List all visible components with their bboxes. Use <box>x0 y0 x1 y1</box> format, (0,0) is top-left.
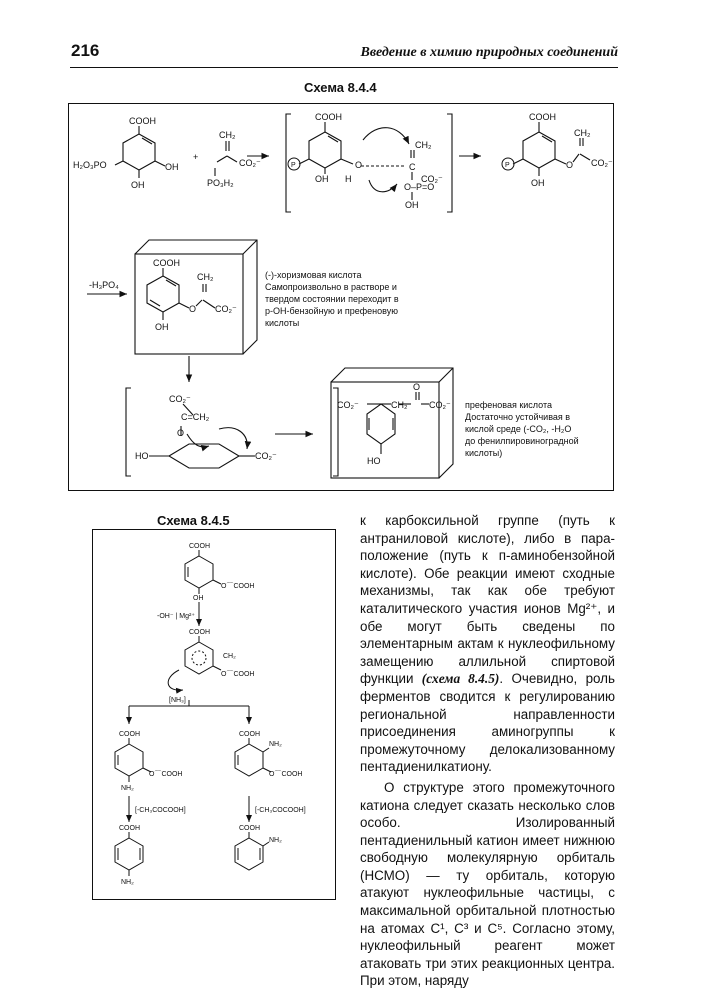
chorismic-acid-name: (-)-хоризмовая кислота <box>265 270 362 280</box>
label-co2-ts: CO₂⁻ <box>421 174 443 184</box>
s2-cooh-3: COOH <box>119 731 140 738</box>
label-oh-2: OH <box>131 180 145 190</box>
prephenic-note-2: кислой среде (-CO₂, -H₂O <box>465 424 572 434</box>
anthranilic-acid-structure <box>235 832 269 870</box>
label-h2o3po: H₂O₃PO <box>73 160 107 170</box>
scheme-8-4-4-drawing <box>69 104 615 492</box>
prephenic-acid-name: префеновая кислота <box>465 400 552 410</box>
label-ch2-prephen: CH₂ <box>391 400 408 410</box>
para-aminobenzoic-acid-structure <box>115 832 143 876</box>
paragraph-1 <box>360 512 615 776</box>
label-co2-claisen-2: CO₂⁻ <box>255 451 277 461</box>
label-po-ts: O–P=O <box>404 182 435 192</box>
s2-ch2: CH₂ <box>223 653 236 660</box>
page-number: 216 <box>71 41 100 60</box>
s2-nh2-4: NH₂ <box>269 837 282 844</box>
label-oh-1: OH <box>165 162 179 172</box>
s2-elim-right: [-CH₃COCOOH] <box>255 807 306 814</box>
phosphoenolpyruvate-structure <box>215 141 237 176</box>
scheme-8-4-5-figure <box>92 529 336 900</box>
label-cooh-1: COOH <box>129 116 156 126</box>
chorismic-note-3: р-ОН-бензойную и префеновую <box>265 306 398 316</box>
s2-nh2-3: NH₂ <box>121 879 134 886</box>
s2-o-cooh-2: O⌒COOH <box>221 671 255 678</box>
s2-nh3: [NH₃] <box>169 697 186 704</box>
label-o-claisen: O <box>177 428 185 438</box>
paragraph-1-end: . Очевидно, роль ферментов сводится к регулированию региональной направленности присоединения аминогруппы к промежуточному делокализованному пентадиенилкатиону. <box>360 671 615 775</box>
scheme-8-4-5-title: Схема 8.4.5 <box>157 513 230 528</box>
scheme-8-4-4-figure <box>68 103 614 491</box>
label-co2-1: CO₂⁻ <box>239 158 261 168</box>
label-ch2-epsp: CH₂ <box>574 128 591 138</box>
header-rule <box>70 67 618 68</box>
label-ch2-ts: CH₂ <box>415 140 432 150</box>
label-ch2-chor: CH₂ <box>197 272 214 282</box>
label-co2-prephen-2: CO₂⁻ <box>429 400 451 410</box>
para-amino-intermediate <box>115 738 151 782</box>
label-oh-epsp: OH <box>531 178 545 188</box>
label-cooh-chor: COOH <box>153 258 180 268</box>
s2-cooh-4: COOH <box>239 731 260 738</box>
s2-cooh-6: COOH <box>239 825 260 832</box>
label-p-2: P <box>505 162 510 169</box>
s2-elim-left: [-CH₃COCOOH] <box>135 807 186 814</box>
s2-o-cooh: O⌒COOH <box>221 583 255 590</box>
ortho-amino-intermediate <box>235 738 271 776</box>
label-oh-ts2: OH <box>405 200 419 210</box>
prephenic-note-3: до фенилпировиноградной <box>465 436 579 446</box>
paragraph-2: О структуре этого промежуточного катиона следует сказать несколько слов особо. Изолированный пентадиенильный катион имеет нижнюю свободную молекулярную орбиталь (НСМО) — ту орбиталь, которую атакуют нуклеофильные частицы, с максимальной орбитальной плотностью на атомах С¹, С³ и С⁵. Согласно этому, нуклеофильный реагент может атаковать три этих реакционных центра. При этом, наряду <box>360 779 615 989</box>
label-cooh-2: COOH <box>315 112 342 122</box>
label-oh-chor: OH <box>155 322 169 332</box>
prephenic-note-4: кислоты) <box>465 448 503 458</box>
label-co2-prephen-1: CO₂⁻ <box>337 400 359 410</box>
label-po3h2: PO₃H₂ <box>207 178 234 188</box>
label-oh-ts: OH <box>315 174 329 184</box>
s2-oh-mg: -OH⁻ | Mg²⁺ <box>157 613 195 620</box>
s2-o-cooh-4: O⌒COOH <box>269 771 303 778</box>
label-p-1: P <box>291 162 296 169</box>
scheme-reference: (схема 8.4.5) <box>421 671 500 687</box>
label-o-epsp: O <box>566 160 574 170</box>
label-h-ts: H <box>345 174 352 184</box>
s2-cooh-1: COOH <box>189 543 210 550</box>
pentadienyl-cation-structure <box>168 636 221 690</box>
label-ho-claisen: HO <box>135 451 149 461</box>
prephenic-acid-box <box>331 368 453 478</box>
body-text <box>360 512 615 990</box>
s2-nh2-2: NH₂ <box>269 741 282 748</box>
chorismic-note-4: кислоты <box>265 318 300 328</box>
shikimate-phosphate-structure <box>115 126 165 178</box>
paragraph-1-text: к карбоксильной группе (путь к антраниловой кислоте), либо в пара-положение (путь к п-аминобензойной кислоте). Обе реакции имеют сходные механизмы, так как обе требуют каталитического участия ионов Mg²⁺, и обе могут быть сведены по элементарным актам к нуклеофильному замещению аллильной спиртовой функции <box>360 513 615 687</box>
scheme-8-4-5-drawing <box>93 530 337 901</box>
label-c-ts: C <box>409 162 416 172</box>
label-o-prephen: O <box>413 382 421 392</box>
chorismate-structure <box>185 550 221 594</box>
label-o-chor: O <box>189 304 197 314</box>
label-ho-prephen: HO <box>367 456 381 466</box>
s2-cooh-2: COOH <box>189 629 210 636</box>
chorismic-note-2: твердом состоянии переходит в <box>265 294 399 304</box>
s2-o-cooh-3: O⌒COOH <box>149 771 183 778</box>
scheme-8-4-4-title: Схема 8.4.4 <box>304 80 377 95</box>
label-ch2-1: CH₂ <box>219 130 236 140</box>
running-title: Введение в химию природных соединений <box>360 45 618 60</box>
label-co2-chor: CO₂⁻ <box>215 304 237 314</box>
s2-nh2-1: NH₂ <box>121 785 134 792</box>
label-cooh-3: COOH <box>529 112 556 122</box>
s2-oh-1: OH <box>193 595 204 602</box>
label-minus-h3po4: -H₃PO₄ <box>89 280 119 290</box>
plus-sign: + <box>193 152 199 162</box>
chorismic-note-1: Самопроизвольно в растворе и <box>265 282 397 292</box>
label-co2-epsp: CO₂⁻ <box>591 158 613 168</box>
label-co2-claisen-1: CO₂⁻ <box>169 394 191 404</box>
label-o-ts: O <box>355 160 363 170</box>
label-c-claisen: C=CH₂ <box>181 412 210 422</box>
s2-cooh-5: COOH <box>119 825 140 832</box>
prephenic-note-1: Достаточно устойчивая в <box>465 412 571 422</box>
